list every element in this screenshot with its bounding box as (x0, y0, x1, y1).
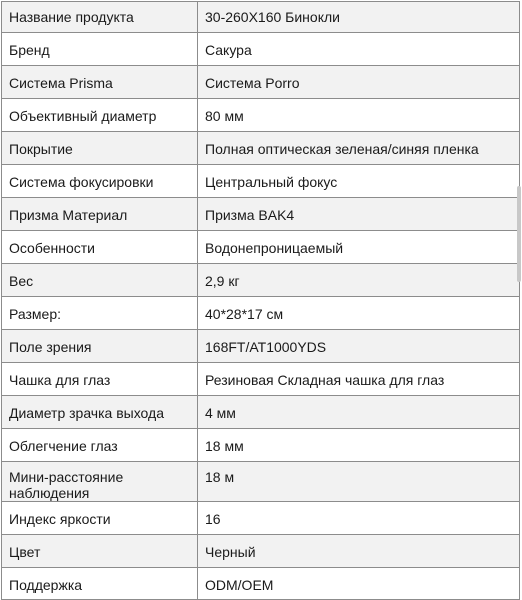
table-row (2, 429, 520, 462)
table-row (2, 198, 520, 231)
table-row (2, 462, 520, 502)
spec-label: Вес (2, 264, 198, 297)
spec-label: Бренд (2, 33, 198, 66)
product-spec-table (1, 1, 520, 600)
spec-label: Поле зрения (2, 330, 198, 363)
table-row (2, 165, 520, 198)
spec-value: 168FT/AT1000YDS (198, 330, 520, 363)
table-row (2, 502, 520, 535)
table-row (2, 231, 520, 264)
spec-label: Облегчение глаз (2, 429, 198, 462)
spec-label: Поддержка (2, 568, 198, 600)
spec-label: Индекс яркости (2, 502, 198, 535)
spec-label: Размер: (2, 297, 198, 330)
spec-label: Цвет (2, 535, 198, 568)
table-row (2, 535, 520, 568)
spec-value: 40*28*17 см (198, 297, 520, 330)
table-row (2, 132, 520, 165)
spec-value: 18 м (198, 462, 520, 502)
table-row (2, 330, 520, 363)
spec-value: 2,9 кг (198, 264, 520, 297)
table-row (2, 264, 520, 297)
spec-label: Система Prisma (2, 66, 198, 99)
spec-label: Мини-расстояние наблюдения (2, 462, 198, 502)
vertical-scrollbar[interactable] (517, 186, 521, 282)
spec-value: Призма BAK4 (198, 198, 520, 231)
table-row (2, 2, 520, 33)
spec-value: Центральный фокус (198, 165, 520, 198)
spec-label: Особенности (2, 231, 198, 264)
spec-value: Сакура (198, 33, 520, 66)
spec-value: 4 мм (198, 396, 520, 429)
spec-value: Система Porro (198, 66, 520, 99)
spec-value: 80 мм (198, 99, 520, 132)
spec-value: Черный (198, 535, 520, 568)
spec-value: Резиновая Складная чашка для глаз (198, 363, 520, 396)
table-row (2, 396, 520, 429)
spec-label: Объективный диаметр (2, 99, 198, 132)
spec-label: Название продукта (2, 2, 198, 33)
table-row (2, 33, 520, 66)
table-row (2, 568, 520, 600)
spec-value: ODM/OEM (198, 568, 520, 600)
spec-label: Чашка для глаз (2, 363, 198, 396)
spec-label: Призма Материал (2, 198, 198, 231)
table-row (2, 297, 520, 330)
table-row (2, 363, 520, 396)
spec-value: 30-260X160 Бинокли (198, 2, 520, 33)
spec-value: 18 мм (198, 429, 520, 462)
spec-value: Водонепроницаемый (198, 231, 520, 264)
spec-value: Полная оптическая зеленая/синяя пленка (198, 132, 520, 165)
table-row (2, 66, 520, 99)
spec-label: Покрытие (2, 132, 198, 165)
spec-label: Система фокусировки (2, 165, 198, 198)
spec-value: 16 (198, 502, 520, 535)
spec-label: Диаметр зрачка выхода (2, 396, 198, 429)
table-row (2, 99, 520, 132)
